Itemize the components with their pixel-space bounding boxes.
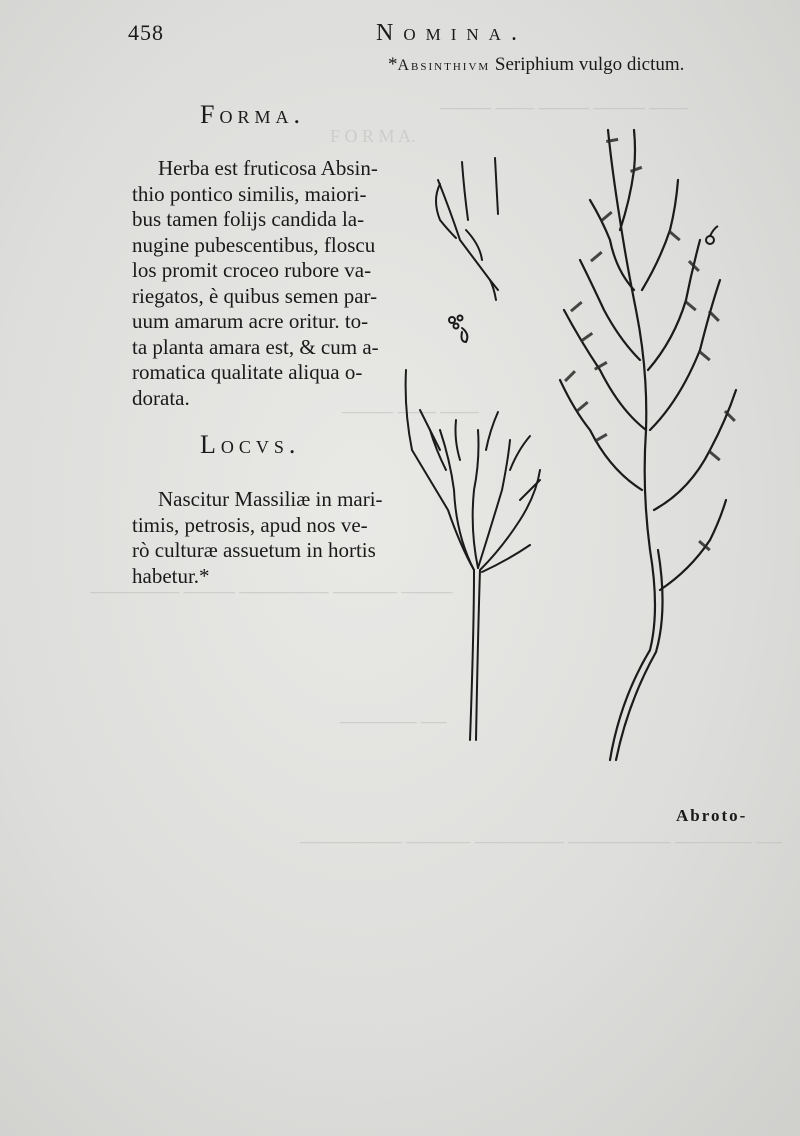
text-line: habetur.* [132,563,210,588]
plant-name-rest: Seriphium vulgo dictum. [490,54,685,75]
show-through-text: ──────── ───── ─────── ──────── ────── ── [300,832,782,852]
forma-paragraph [132,156,379,411]
text-line: thio pontico similis, maiori- [132,181,367,206]
text-line: Herba est fruticosa Absin- [158,156,378,180]
locus-paragraph [132,487,383,589]
plant-name: Absinthivm [397,57,491,74]
text-line: rò culturæ assuetum in hortis [132,538,376,562]
text-line: bus tamen folijs candida la- [132,207,365,231]
plant-subheading [388,54,684,76]
text-line: uum amarum acre oritur. to- [132,309,369,333]
text-line: ta planta amara est, & cum a- [132,334,379,359]
show-through-text: ────── ── [340,712,447,732]
show-through-text: ─────── ──── ─────── ───── ──── [90,582,453,602]
forma-heading: Forma. [200,100,305,129]
show-through-text: ──── ─── ─── [342,402,479,422]
text-line: romatica qualitate aliqua o- [132,360,363,384]
show-through-text: ──── ─── ──── ──── ─── [440,98,688,118]
text-line: los promit croceo rubore va- [132,258,372,282]
text-line: dorata. [132,385,190,410]
page-number: 458 [128,20,164,45]
text-line: nugine pubescentibus, floscu [132,232,376,257]
woodcut-seriphium-plant [550,110,750,770]
catchword: Abroto- [676,806,748,825]
show-through-text: F O R M A. [330,126,416,146]
running-head: Nomina. [376,20,527,46]
woodcut-flower-details [390,150,560,750]
text-line: timis, petrosis, apud nos ve- [132,512,368,537]
text-line: Nascitur Massiliæ in mari- [158,487,383,511]
text-line: riegatos, è quibus semen par- [132,283,378,308]
locus-heading: Locvs. [200,430,301,459]
footnote-marker: * [388,54,398,75]
